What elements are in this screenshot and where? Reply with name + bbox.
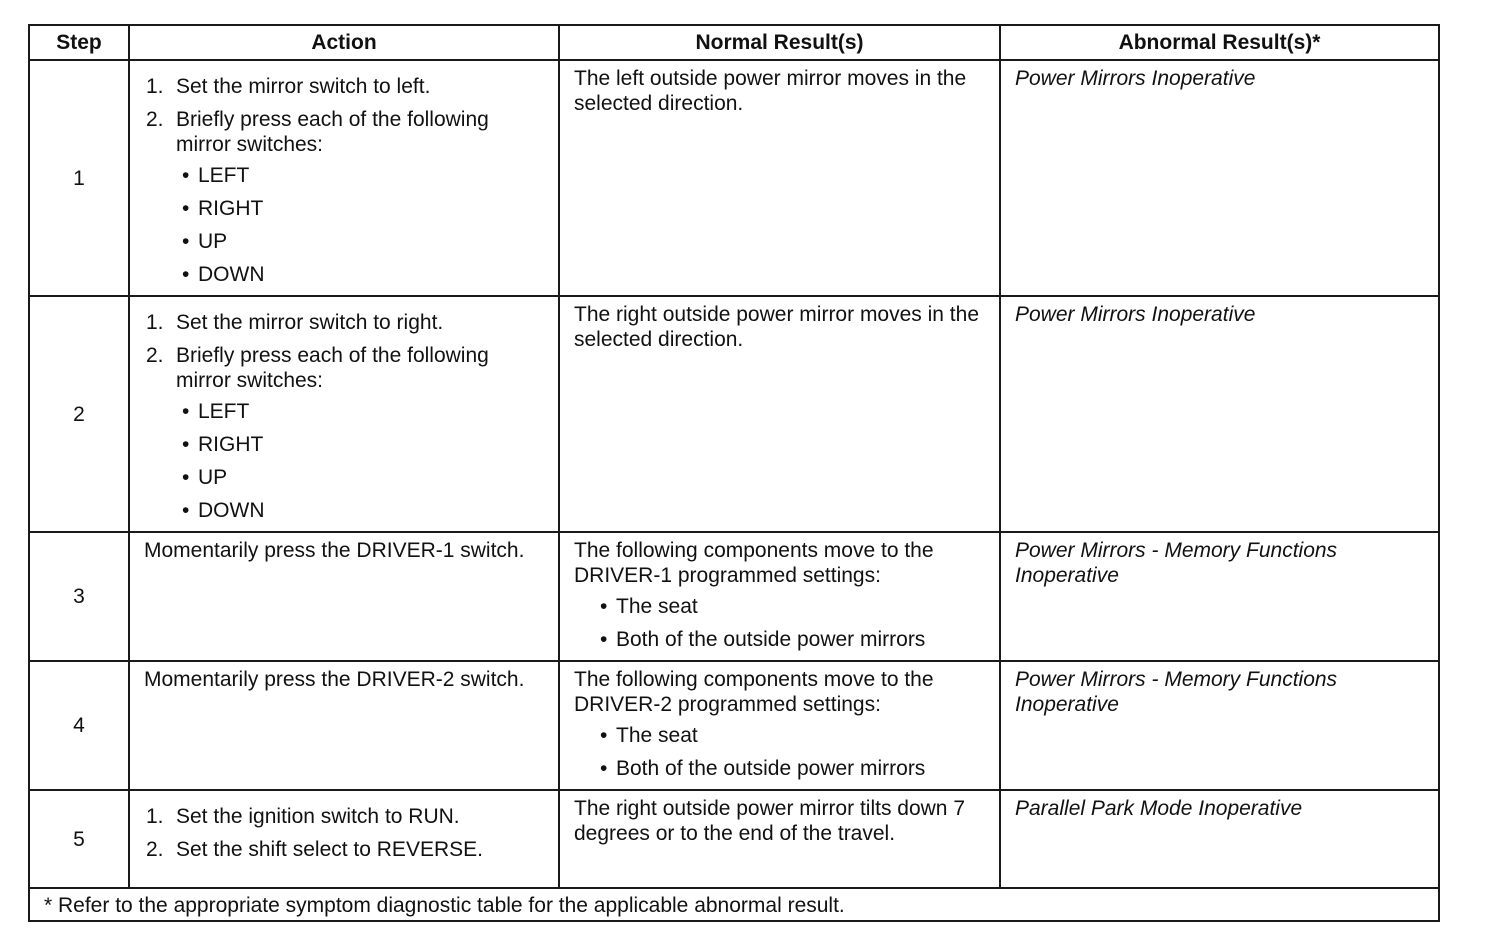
table-row <box>29 60 1439 296</box>
action-item: 1. Set the ignition switch to RUN. <box>146 805 460 828</box>
switch-list <box>176 163 548 287</box>
bullet-item: • The seat <box>594 723 989 748</box>
bullet-item: • LEFT <box>176 399 548 424</box>
normal-result: The left outside power mirror moves in the selected direction. <box>559 60 1000 296</box>
table-row <box>29 296 1439 532</box>
step-number: 3 <box>29 532 129 661</box>
bullet-item: • Both of the outside power mirrors <box>594 627 989 652</box>
bullet-item: • UP <box>176 465 548 490</box>
bullet-item: • RIGHT <box>176 196 548 221</box>
bullet-item: • The seat <box>594 594 989 619</box>
action-cell <box>129 790 559 888</box>
header-step: Step <box>29 25 129 60</box>
action-cell <box>129 296 559 532</box>
action-item: 1. Set the mirror switch to left. <box>146 75 431 98</box>
normal-result <box>559 532 1000 661</box>
bullet-item: • DOWN <box>176 262 548 287</box>
table-row <box>29 661 1439 790</box>
header-abnormal: Abnormal Result(s)* <box>1000 25 1439 60</box>
abnormal-result-link[interactable]: Power Mirrors - Memory Functions Inoperative <box>1000 661 1439 790</box>
table-row <box>29 790 1439 888</box>
action-item: 1. Set the mirror switch to right. <box>146 311 444 334</box>
component-list <box>594 723 989 781</box>
footnote-row <box>29 888 1439 921</box>
normal-text: The following components move to the DRIVER-1 programmed settings: <box>574 539 934 587</box>
abnormal-result-link[interactable]: Power Mirrors Inoperative <box>1000 296 1439 532</box>
action-cell <box>129 60 559 296</box>
abnormal-result-link[interactable]: Parallel Park Mode Inoperative <box>1000 790 1439 888</box>
step-number: 5 <box>29 790 129 888</box>
action-cell: Momentarily press the DRIVER-2 switch. <box>129 661 559 790</box>
header-normal: Normal Result(s) <box>559 25 1000 60</box>
bullet-item: • RIGHT <box>176 432 548 457</box>
action-cell: Momentarily press the DRIVER-1 switch. <box>129 532 559 661</box>
abnormal-result-link[interactable]: Power Mirrors - Memory Functions Inoperative <box>1000 532 1439 661</box>
normal-result <box>559 661 1000 790</box>
footnote: * Refer to the appropriate symptom diagnostic table for the applicable abnormal result. <box>29 888 1439 921</box>
bullet-item: • LEFT <box>176 163 548 188</box>
abnormal-result-link[interactable]: Power Mirrors Inoperative <box>1000 60 1439 296</box>
step-number: 4 <box>29 661 129 790</box>
step-number: 2 <box>29 296 129 532</box>
table-row <box>29 532 1439 661</box>
bullet-item: • DOWN <box>176 498 548 523</box>
action-steps <box>144 804 548 862</box>
action-steps <box>144 74 548 287</box>
header-action: Action <box>129 25 559 60</box>
action-item: 2. Briefly press each of the following mirror switches: • LEFT • RIGHT • UP • DOWN <box>176 107 548 287</box>
action-steps <box>144 310 548 523</box>
diagnostic-table <box>28 24 1440 922</box>
normal-result: The right outside power mirror tilts down 7 degrees or to the end of the travel. <box>559 790 1000 888</box>
normal-text: The following components move to the DRIVER-2 programmed settings: <box>574 668 934 716</box>
switch-list <box>176 399 548 523</box>
bullet-item: • Both of the outside power mirrors <box>594 756 989 781</box>
component-list <box>594 594 989 652</box>
action-item: 2. Set the shift select to REVERSE. <box>146 838 483 861</box>
step-number: 1 <box>29 60 129 296</box>
action-item: 2. Briefly press each of the following mirror switches: • LEFT • RIGHT • UP • DOWN <box>176 343 548 523</box>
normal-result: The right outside power mirror moves in the selected direction. <box>559 296 1000 532</box>
header-row <box>29 25 1439 60</box>
bullet-item: • UP <box>176 229 548 254</box>
